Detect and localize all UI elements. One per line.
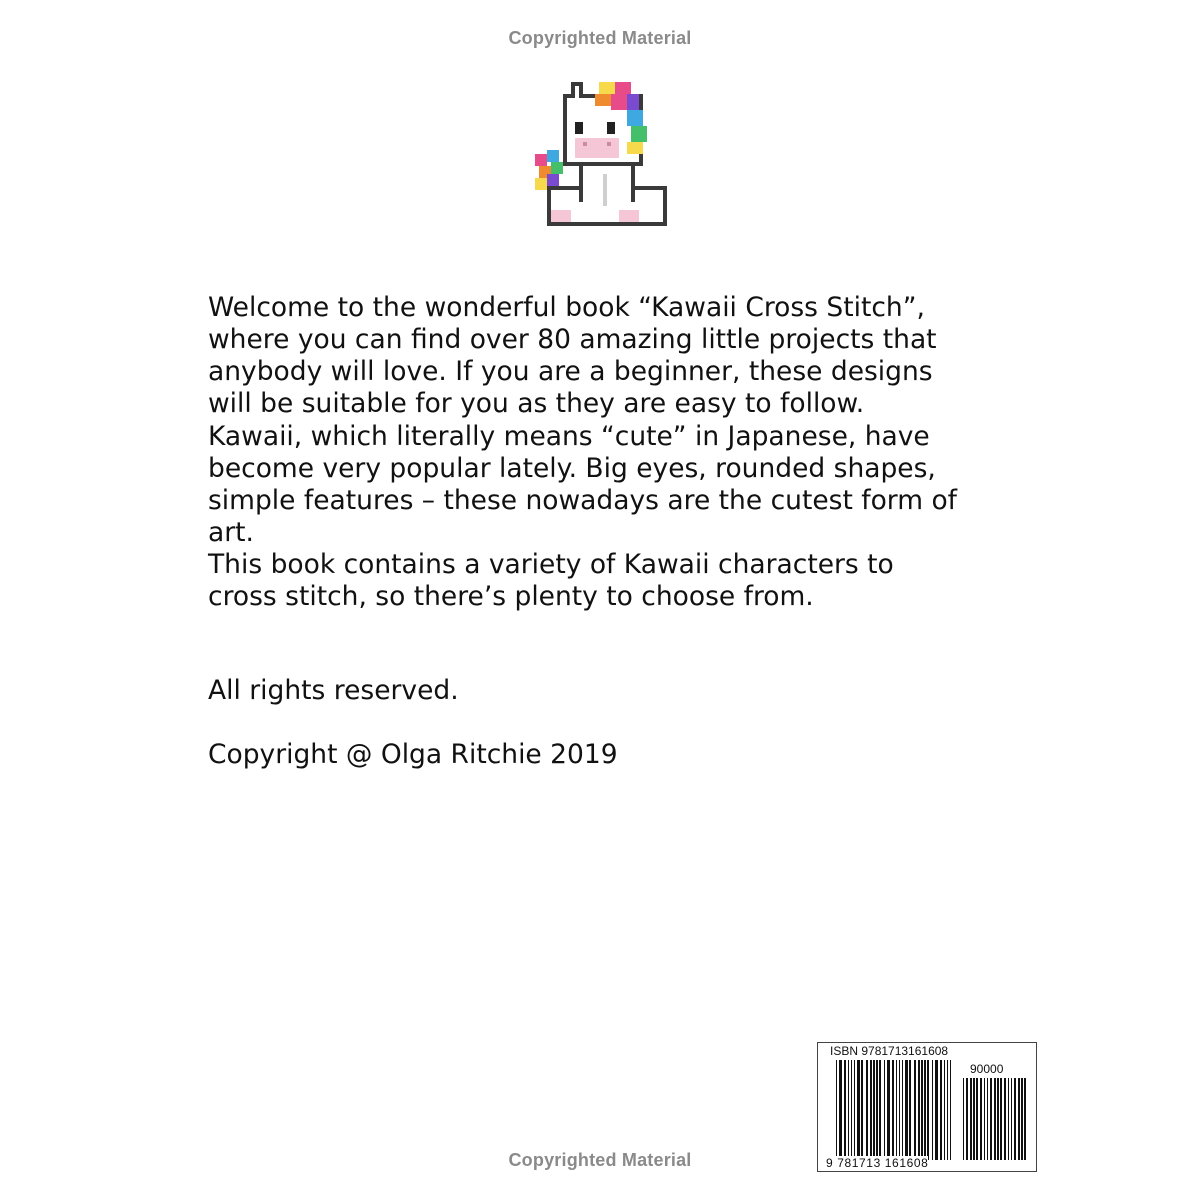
barcode-bar	[909, 1060, 911, 1160]
text-line: cross stitch, so there’s plenty to choose from.	[208, 581, 814, 612]
contents-paragraph	[208, 549, 998, 613]
intro-paragraph	[208, 292, 998, 420]
barcode-bar	[870, 1060, 872, 1160]
barcode-bar	[905, 1060, 908, 1160]
price-code: 90000	[970, 1062, 1004, 1076]
text-line: Kawaii, which literally means “cute” in Japanese, have	[208, 421, 930, 452]
watermark-top: Copyrighted Material	[508, 28, 692, 48]
barcode-bar	[851, 1060, 852, 1160]
barcode-bar	[980, 1078, 982, 1160]
barcode-bar	[914, 1060, 916, 1160]
barcode-bar	[848, 1060, 849, 1160]
barcode-bar	[973, 1078, 975, 1160]
barcode-bar	[997, 1078, 999, 1160]
barcode-bar	[994, 1078, 996, 1160]
barcode-bar	[940, 1060, 942, 1160]
barcode-bar	[944, 1060, 945, 1160]
barcode-bar	[921, 1060, 923, 1160]
barcode-bar	[836, 1060, 837, 1160]
barcode-bar	[861, 1060, 863, 1160]
text-line: where you can find over 80 amazing little projects that	[208, 324, 937, 355]
barcode-bar	[884, 1060, 885, 1160]
unicorn-illustration	[531, 74, 679, 242]
barcode-bar	[1004, 1078, 1006, 1160]
barcode-addon-bars	[963, 1078, 1027, 1160]
barcode-bar	[899, 1060, 900, 1160]
barcode-bar	[1014, 1078, 1016, 1160]
barcode-bar	[1024, 1078, 1026, 1160]
barcode-bar	[935, 1060, 938, 1160]
text-line: This book contains a variety of Kawaii characters to	[208, 549, 894, 580]
barcode-digits: 9 781713 161608	[826, 1156, 929, 1170]
barcode-bar	[902, 1060, 903, 1160]
barcode-bar	[963, 1078, 964, 1160]
barcode-bar	[976, 1078, 978, 1160]
text-line: will be suitable for you as they are easy to follow.	[208, 388, 865, 419]
copyright-statement: Copyright @ Olga Ritchie 2019	[208, 739, 618, 770]
barcode-bar	[1018, 1078, 1020, 1160]
barcode-bar	[873, 1060, 875, 1160]
barcode-bar	[844, 1060, 846, 1160]
barcode-bar	[839, 1060, 842, 1160]
barcode-bar	[987, 1078, 988, 1160]
barcode-bar	[854, 1060, 855, 1160]
barcode-bar	[1021, 1078, 1023, 1160]
barcode-bar	[887, 1060, 890, 1160]
barcode-bar	[947, 1060, 948, 1160]
text-line: simple features – these nowadays are the cutest form of	[208, 485, 958, 516]
barcode-bar	[1008, 1078, 1009, 1160]
barcode-bar	[892, 1060, 894, 1160]
isbn-label: ISBN 9781713161608	[830, 1044, 949, 1058]
barcode-bar	[876, 1060, 878, 1160]
barcode-bars	[836, 1060, 954, 1160]
barcode-bar	[896, 1060, 897, 1160]
barcode-bar	[950, 1060, 951, 1160]
barcode-bar	[970, 1078, 972, 1160]
barcode-bar	[966, 1078, 968, 1160]
barcode-bar	[879, 1060, 881, 1160]
text-line: art.	[208, 517, 254, 548]
rights-statement: All rights reserved.	[208, 675, 459, 706]
text-line: become very popular lately. Big eyes, rounded shapes,	[208, 453, 936, 484]
kawaii-paragraph	[208, 421, 998, 549]
watermark-bottom: Copyrighted Material	[508, 1150, 692, 1170]
barcode-bar	[918, 1060, 920, 1160]
text-line: anybody will love. If you are a beginner, these designs	[208, 356, 933, 387]
barcode-bar	[857, 1060, 860, 1160]
barcode-bar	[924, 1060, 926, 1160]
barcode-bar	[1000, 1078, 1002, 1160]
barcode-bar	[866, 1060, 868, 1160]
text-line: Welcome to the wonderful book “Kawaii Cross Stitch”,	[208, 292, 925, 323]
barcode-bar	[990, 1078, 992, 1160]
barcode-bar	[1011, 1078, 1012, 1160]
barcode-bar	[984, 1078, 985, 1160]
barcode-bar	[927, 1060, 929, 1160]
barcode-bar	[932, 1060, 933, 1160]
